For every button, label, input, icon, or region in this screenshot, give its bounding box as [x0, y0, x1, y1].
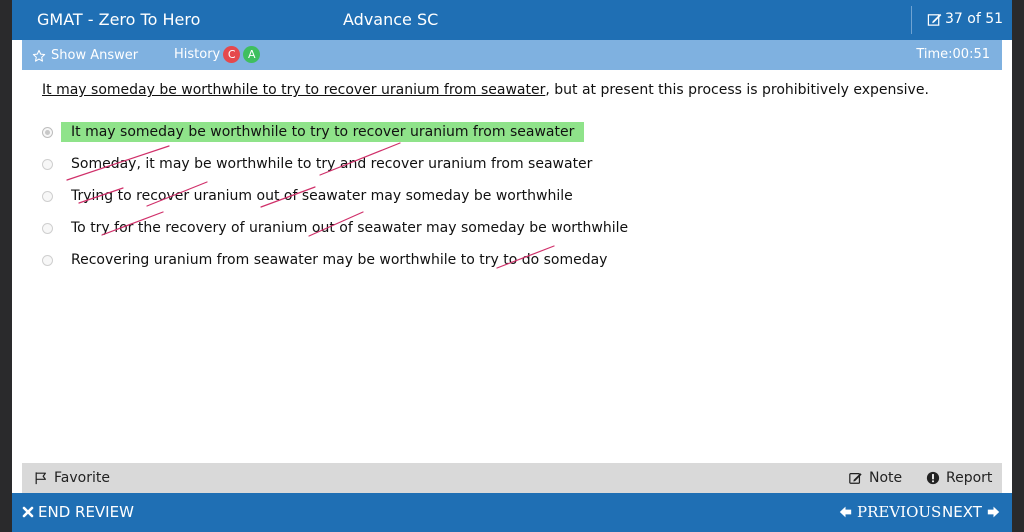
- top-bar: [12, 0, 1012, 40]
- close-icon: [22, 506, 34, 518]
- radio-button[interactable]: [42, 255, 53, 266]
- bottom-toolbar: [22, 463, 1002, 493]
- note-label: Note: [869, 470, 903, 486]
- end-review-button[interactable]: [22, 503, 134, 521]
- option-text: Someday, it may be worthwhile to try and recover uranium from seawater: [71, 156, 593, 172]
- favorite-button[interactable]: [34, 470, 110, 486]
- answer-option-c[interactable]: [42, 185, 574, 207]
- option-text: To try for the recovery of uranium out of seawater may someday be worthwhile: [71, 220, 629, 236]
- question-rest: , but at present this process is prohibitively expensive.: [545, 82, 929, 98]
- next-label: NEXT: [942, 503, 982, 521]
- option-text-correct: It may someday be worthwhile to try to recover uranium from seawater: [61, 122, 584, 142]
- exclamation-circle-icon: [926, 471, 940, 485]
- report-button[interactable]: [926, 470, 992, 486]
- question-counter[interactable]: [927, 11, 1003, 27]
- divider: [911, 6, 912, 34]
- radio-button[interactable]: [42, 223, 53, 234]
- show-answer-button[interactable]: [32, 48, 138, 63]
- edit-square-icon: [927, 12, 942, 27]
- arrow-right-icon: [986, 505, 1001, 519]
- report-label: Report: [946, 470, 993, 486]
- history-label: History: [174, 47, 221, 62]
- favorite-label: Favorite: [54, 470, 110, 486]
- edit-icon: [848, 471, 863, 485]
- note-button[interactable]: [848, 470, 902, 486]
- arrow-left-icon: [838, 505, 853, 519]
- option-text: Recovering uranium from seawater may be worthwhile to try to do someday: [71, 252, 608, 268]
- answer-option-e[interactable]: [42, 249, 608, 271]
- previous-label: PREVIOUS: [857, 503, 942, 521]
- timer: Time:00:51: [916, 47, 990, 62]
- answer-option-b[interactable]: [42, 153, 593, 175]
- radio-button[interactable]: [42, 159, 53, 170]
- history-badge-c: C: [223, 46, 240, 63]
- app-frame: [12, 0, 1012, 532]
- counter-text: 37 of 51: [945, 11, 1004, 27]
- flag-icon: [34, 471, 48, 485]
- star-icon: [32, 49, 46, 63]
- app-title: GMAT - Zero To Hero: [37, 10, 201, 29]
- answer-option-d[interactable]: [42, 217, 629, 239]
- question-underlined: It may someday be worthwhile to try to recover uranium from seawater: [42, 82, 546, 98]
- previous-button[interactable]: [838, 503, 941, 521]
- sub-header: [22, 40, 1002, 70]
- show-answer-label: Show Answer: [51, 48, 139, 63]
- end-review-label: END REVIEW: [38, 503, 134, 521]
- navigation-bar: [12, 493, 1012, 532]
- option-text: Trying to recover uranium out of seawater may someday be worthwhile: [71, 188, 573, 204]
- history-badge-a: A: [243, 46, 260, 63]
- section-title: Advance SC: [343, 10, 439, 29]
- radio-button[interactable]: [42, 191, 53, 202]
- radio-button-selected[interactable]: [42, 127, 53, 138]
- question-stem: [42, 82, 929, 98]
- history-button[interactable]: [174, 46, 260, 63]
- next-button[interactable]: [942, 503, 1001, 521]
- question-panel: [22, 70, 1002, 463]
- answer-option-a[interactable]: [42, 121, 584, 143]
